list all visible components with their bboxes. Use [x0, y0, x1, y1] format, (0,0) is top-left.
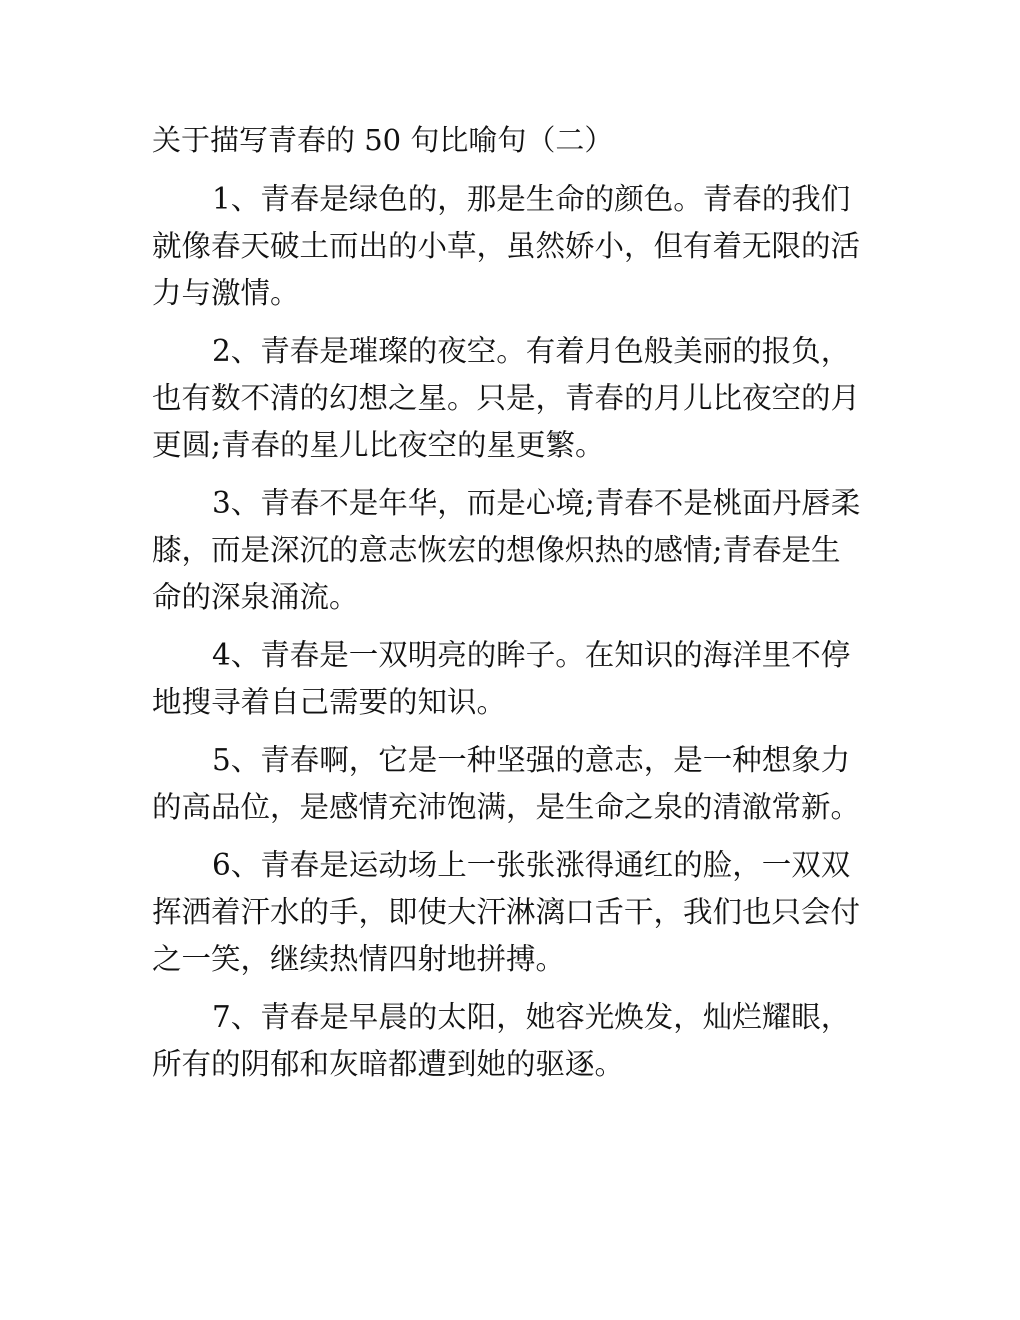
paragraph-5 [152, 737, 882, 831]
paragraph-3 [152, 480, 882, 621]
paragraph-2 [152, 328, 882, 469]
paragraph-line: 1、青春是绿色的，那是生命的颜色。青春的我们 [212, 182, 851, 216]
paragraph-line: 就像春天破土而出的小草，虽然娇小，但有着无限的活 [152, 229, 861, 263]
paragraph-line: 7、青春是早晨的太阳，她容光焕发，灿烂耀眼， [212, 1000, 851, 1034]
paragraph-line: 力与激情。 [152, 276, 300, 310]
paragraph-1 [152, 176, 882, 317]
paragraph-line: 膝，而是深沉的意志恢宏的想像炽热的感情;青春是生 [152, 533, 841, 567]
paragraph-line: 4、青春是一双明亮的眸子。在知识的海洋里不停 [212, 638, 851, 672]
paragraph-line: 的高品位，是感情充沛饱满，是生命之泉的清澈常新。 [152, 790, 861, 824]
paragraph-line: 也有数不清的幻想之星。只是，青春的月儿比夜空的月 [152, 381, 861, 415]
document-title: 关于描写青春的 50 句比喻句（二） [152, 123, 614, 157]
paragraph-line: 2、青春是璀璨的夜空。有着月色般美丽的报负， [212, 334, 851, 368]
paragraph-line: 6、青春是运动场上一张张涨得通红的脸，一双双 [212, 848, 851, 882]
paragraph-line: 之一笑，继续热情四射地拼搏。 [152, 942, 566, 976]
paragraph-line: 3、青春不是年华，而是心境;青春不是桃面丹唇柔 [212, 486, 861, 520]
paragraph-line: 5、青春啊，它是一种坚强的意志，是一种想象力 [212, 743, 851, 777]
paragraph-7 [152, 994, 882, 1088]
paragraph-4 [152, 632, 882, 726]
document-page [152, 117, 882, 1099]
paragraph-line: 地搜寻着自己需要的知识。 [152, 685, 507, 719]
paragraph-line: 挥洒着汗水的手，即使大汗淋漓口舌干，我们也只会付 [152, 895, 861, 929]
paragraph-line: 命的深泉涌流。 [152, 580, 359, 614]
document-body [152, 176, 882, 1088]
paragraph-line: 所有的阴郁和灰暗都遭到她的驱逐。 [152, 1047, 625, 1081]
paragraph-6 [152, 842, 882, 983]
paragraph-line: 更圆;青春的星儿比夜空的星更繁。 [152, 428, 605, 462]
